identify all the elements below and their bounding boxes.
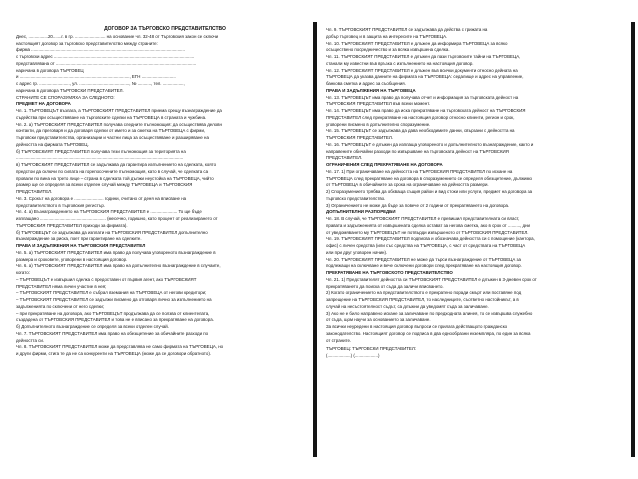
text-line: Чл. 17. 1) При ограничаване на дейността на ТЪРГОВСКИЯ ПРЕДСТАВИТЕЛ по искане на bbox=[326, 168, 513, 174]
page-edge-shadow bbox=[313, 22, 317, 457]
text-line: от уведомяването му ТЪРГОВЕЦЪТ не потвърди извършеното от ТЪРГОВСКИЯ ПРЕДСТАВИТЕЛ. bbox=[326, 229, 529, 235]
text-line: За всички неуредени в настоящия договор въпроси се прилага действащото гражданско bbox=[326, 324, 508, 329]
text-line: прекратяването да поиска от съда да заличи вписването. bbox=[326, 283, 444, 289]
text-line: уговорени писмено в допълнително споразумение. bbox=[326, 121, 431, 127]
signature-labels: ТЪРГОВЕЦ: ТЪРГОВСКИ ПРЕДСТАВИТЕЛ: bbox=[326, 346, 416, 352]
text-line: Чл. 16. ТЪРГОВЕЦЪТ е длъжен да изплаща уговореното и допълнителното възнаграждение, както и bbox=[326, 141, 534, 147]
text-line: 2) Споразумението трябва да обхваща същия район и вид стоки или услуги, предмет на договора за bbox=[326, 189, 533, 194]
text-line: или при друг уговорен начин). bbox=[326, 249, 388, 255]
signature-blanks: (...................) (...................) bbox=[326, 353, 380, 358]
text-line: направените обичайни разходи по извършване на търговската дейност на ТЪРГОВСКИЯ bbox=[326, 148, 509, 154]
text-line: б) ТЪРГОВСКИЯТ ПРЕДСТАВИТЕЛ получава тези пълномощия за територията на bbox=[16, 148, 186, 154]
text-line: – ТЪРГОВСКИЯТ ПРЕДСТАВИТЕЛ се задължи писмено да отговаря лично за изпълнението на bbox=[16, 297, 212, 302]
text-line: Чл. 12. ТЪРГОВСКИЯТ ПРЕДСТАВИТЕЛ е длъжен във всички документи относно дейната на bbox=[326, 67, 518, 73]
text-line: Чл. 18. В случай, че ТЪРГОВСКИЯТ ПРЕДСТАВИТЕЛ е превишил представителната си власт, bbox=[326, 216, 520, 221]
text-line: Чл. 2. а) ТЪРГОВСКИЯТ ПРЕДСТАВИТЕЛ получава следните пълномощия: да осъществява деловн bbox=[16, 121, 222, 127]
section-heading: ОГРАНИЧЕНИЯ СЛЕД ПРЕКРАТЯВАНЕ НА ДОГОВОРА bbox=[326, 162, 443, 167]
text-line: Чл. 19. ТЪРГОВСКИЯТ ПРЕДСТАВИТЕЛ подписва и обозначава дейността си с помощение (кантора, bbox=[326, 236, 535, 242]
text-line: ТЪРГОВСКИЯ ПРЕДСТАВИТЕЛ във всеки момент. bbox=[326, 101, 431, 107]
text-line: Чл. 11. ТЪРГОВСКИЯТ ПРЕДСТАВИТЕЛ е длъжен да пази търговските тайни на ТЪРГОВЕЦА, bbox=[326, 54, 521, 59]
text-line: Днес, ................20.......г. в гр. ......................... на основание чл. 32-48 от Търговския закон се сключи bbox=[16, 33, 219, 39]
text-line: – при прекратяване на договора, ако ТЪРГОВЕЦЪТ продължава да се ползва от клиентелата, bbox=[16, 310, 210, 316]
text-line: ТЪРГОВЕЦА да указва данните на фирмата на ТЪРГОВЕЦА: седалище и адрес на управление, bbox=[326, 74, 524, 80]
text-line: ПРЕДСТАВИТЕЛ. bbox=[16, 189, 53, 194]
text-line: ПРЕДСТАВИТЕЛ след прекратяване на настоящия договор относно клиенти, регион и срок, bbox=[326, 114, 515, 120]
text-line: ПРЕДСТАВИТЕЛ няма личен участие в нея; bbox=[16, 283, 107, 289]
text-line: Чл. 3. Срокът на договора е ........................ години, считано от деня на вписване на bbox=[16, 195, 187, 201]
text-line: Чл. 20. ТЪРГОВСКИЯТ ПРЕДСТАВИТЕЛ не може да търси възнаграждение от ТЪРГОВЕЦА за bbox=[326, 256, 521, 262]
text-line: провали по вина на трето лице – страна в сделката той дължи неустойка на ТЪРГОВЕЦА, чийто bbox=[16, 175, 214, 181]
text-line: изплащано ...................................................... (месечно, годишно, като процент от реализирането от bbox=[16, 216, 218, 221]
text-line: 3) Ако не е било направено искане за заличаване по предходната алинея, то се извършва служебно bbox=[326, 310, 533, 316]
text-line: банкова сметка и адрес за съобщения. bbox=[326, 81, 406, 86]
text-line: наричана в договора ТЪРГОВСКИ ПРЕДСТАВИТЕЛ. bbox=[16, 87, 124, 93]
text-line: от страните. bbox=[326, 337, 352, 343]
text-line: Чл. 21. 1) Представителят дейността си ТЪРГОВСКИЯТ ПРЕДСТАВИТЕЛ е длъжен в 3-дневен срок от bbox=[326, 276, 537, 282]
text-line: търговско представителство. bbox=[326, 195, 386, 201]
text-line: и други фирми, стига те да не са конкуренти на ТЪРГОВЕЦА (може да се договори обратното). bbox=[16, 351, 211, 356]
text-line: дейността на фирмата ТЪРГОВЕЦ. bbox=[16, 141, 89, 147]
text-line: Чл. 7. ТЪРГОВСКИЯТ ПРЕДСТАВИТЕЛ има право на обезщетение за обичайните разходи по bbox=[16, 330, 209, 336]
text-line: Чл. 15. ТЪРГОВЕЦЪТ се задължава да дава необходимите данни, свързани с дейността на bbox=[326, 128, 515, 134]
text-line: ТЪРГОВЕЦА след прекратяване на договора в споразумението се определя обезщетение, дължимо bbox=[326, 175, 532, 181]
text-line: размер ще се определя за всеки отделен случай между ТЪРГОВЕЦА и ТЪРГОВСКИЯ bbox=[16, 182, 193, 188]
section-heading: ПРАВА И ЗАДЪЛЖЕНИЯ НА ТЪРГОВСКИЯ ПРЕДСТАВИТЕЛ bbox=[16, 243, 146, 248]
text-line: ТЪРГОВСКИЯ ПРЕДСТАВИТЕЛ. bbox=[326, 135, 393, 140]
text-line: офис) с личен средства (или със средства на ТЪРГОВЕЦА, с част от средствата на ТЪРГОВЕЦА bbox=[326, 243, 526, 248]
text-line: ТЪРГОВСКИЯ ПРЕДСТАВИТЕЛ приходи за фирмата). bbox=[16, 222, 128, 228]
text-line: представителството в търговския регистър. bbox=[16, 202, 106, 208]
text-line: ......................................................................................................................................... bbox=[16, 155, 184, 161]
text-line: добър търговец и в защита на интересите на ТЪРГОВЕЦА. bbox=[326, 33, 448, 39]
text-line: създадена от ТЪРГОВСКИЯ ПРЕДСТАВИТЕЛ и това не е вписано за прекратяване на договора. bbox=[16, 317, 214, 323]
text-line: случай на несъстоятелност съдът, са длъжни да уведомят съда за заличаване. bbox=[326, 303, 489, 309]
text-line: възнаграждение за рискa, поет при гарантиране на сделките. bbox=[16, 236, 142, 242]
text-line: съдейства при осъществяване на търговските сделки на ТЪРГОВЕЦА в страната и чужбина. bbox=[16, 114, 207, 120]
section-heading: ПРЕДМЕТ НА ДОГОВОРА bbox=[16, 101, 71, 107]
text-line: Чл. 5. а) ТЪРГОВСКИЯТ ПРЕДСТАВИТЕЛ има право да получава уговореното възнаграждение в bbox=[16, 249, 216, 255]
text-line: – ТЪРГОВСКИЯТ ПРЕДСТАВИТЕЛ е събрал вземания на ТЪРГОВЕЦА от негови кредитори; bbox=[16, 290, 207, 296]
text-line: 2) Когато ограничението на представителството е прекратено поради смърт или поставяне под bbox=[326, 290, 522, 296]
text-line: запрещение на ТЪРГОВСКИЯ ПРЕДСТАВИТЕЛ, то наследниците, съответно настойникът, а в bbox=[326, 297, 519, 302]
text-line: в) ТЪРГОВСКИЯТ ПРЕДСТАВИТЕЛ се задължава да гарантира изпълнението на сделката, която bbox=[16, 162, 217, 167]
section-heading: ПРАВА И ЗАДЪЛЖЕНИЯ НА ТЪРГОВЕЦА bbox=[326, 87, 416, 93]
text-line: ПРЕДСТАВИТЕЛ. bbox=[326, 155, 363, 161]
text-line: Чл. 14. ТЪРГОВЕЦЪТ има право да иска прекратяване на търговската дейност на ТЪРГОВСКИЯ bbox=[326, 108, 526, 113]
text-line: законодателство. Настоящият договор се подписа в два еднообразни екземпляра, по един за всяка bbox=[326, 330, 531, 336]
text-line: предстои да сключи по силата на горепосочените пълномощия, като в случай, че сделката са bbox=[16, 168, 209, 174]
text-line: осъществено посредничество и за всяка извършена сделка. bbox=[326, 47, 450, 53]
text-line: размера и сроковете, уговорени в настоящия договор. bbox=[16, 256, 128, 262]
text-line: и .........................................................................................., ЕГН ............................ bbox=[16, 74, 176, 80]
text-line: СТРАНИТЕ СЕ СПОРАЗУМЯХА ЗА СЛЕДНОТО: bbox=[16, 94, 115, 100]
text-line: дейността си. bbox=[16, 337, 45, 343]
text-line: задълженията по сключени от него сделки; bbox=[16, 303, 105, 309]
text-line: Чл. 6. а) ТЪРГОВСКИЯТ ПРЕДСТАВИТЕЛ има право на допълнително възнаграждение в случаите, bbox=[16, 263, 221, 269]
document-title: ДОГОВОР ЗА ТЪРГОВСКО ПРЕДСТАВИТЕЛСТВО bbox=[104, 26, 226, 32]
text-line: фирма .............................................................................................................................. bbox=[16, 47, 185, 53]
text-line: Чл. 10. ТЪРГОВСКИЯТ ПРЕДСТАВИТЕЛ е длъжен да информира ТЪРГОВЕЦА за всяко bbox=[326, 40, 508, 46]
text-line: 3) Ограничението не може да бъде за повече от 2 години от прекратяването на договора. bbox=[326, 202, 510, 208]
text-line: търговски представителства, организации и частни лица за осъществяване и разширяване на bbox=[16, 135, 209, 140]
text-line: когато: bbox=[16, 270, 30, 275]
text-line: представлявана от ................................................................................................................... bbox=[16, 60, 197, 66]
section-heading: ДОПЪЛНИТЕЛНИ РАЗПОРЕДБИ bbox=[326, 209, 396, 215]
text-line: настоящият договор за търговско представителство между страните: bbox=[16, 40, 158, 46]
text-line: правата и задълженията от извършената сделка остават за негова сметка, ако в срок от .........., дни bbox=[326, 222, 530, 228]
text-line: Чл. 9. ТЪРГОВСКИЯТ ПРЕДСТАВИТЕЛ се задължава да действа с грижата на bbox=[326, 27, 488, 32]
text-line: б) ТЪРГОВЕЦЪТ се задължава да изплати на ТЪРГОВСКИЯ ПРЕДСТАВИТЕЛ допълнително bbox=[16, 229, 208, 235]
page-edge-shadow bbox=[631, 22, 635, 457]
text-line: Чл. 4. а) Възнаграждението на ТЪРГОВСКИЯ ПРЕДСТАВИТЕЛ е ...................... То ще бъде bbox=[16, 209, 202, 215]
text-line: с адрес гр. ........................., ул. ........................................., № ..........., тел. ................., bbox=[16, 81, 185, 86]
text-line: Чл. 13. ТЪРГОВЕЦЪТ има право да получава отчет и информация за търговската дейност на bbox=[326, 94, 519, 100]
text-line: Чл. 8. ТЪРГОВСКИЯТ ПРЕДСТАВИТЕЛ може да представлява не само фирмата на ТЪРГОВЕЦА, но bbox=[16, 344, 224, 350]
text-line: наричана в договора ТЪРГОВЕЦ bbox=[16, 67, 84, 73]
text-line: Чл. 1. ТЪРГОВЕЦЪТ възлага, а ТЪРГОВСКИЯТ ПРЕДСТАВИТЕЛ приема срещу възнаграждение да bbox=[16, 108, 222, 113]
document-page-left bbox=[12, 22, 318, 457]
section-heading: ПРЕКРАТЯВАНЕ НА ТЪРГОВСКОТО ПРЕДСТАВИТЕЛСТВО bbox=[326, 270, 453, 275]
right-page-text bbox=[326, 27, 622, 344]
text-line: с търговски адрес ................................................................................................................... bbox=[16, 54, 195, 59]
text-line: подлежащи на сключване и вече сключени договори след прекратяване на настоящия договор. bbox=[326, 263, 522, 269]
left-page-text bbox=[16, 34, 314, 358]
text-line: от съда, щом научи за основанието за заличаване. bbox=[326, 317, 431, 323]
text-line: б) Допълнителното възнаграждение се определя за всеки отделен случай. bbox=[16, 324, 169, 329]
text-line: от ТЪРГОВЕЦА в обичайните за срока на ограничаване на дейността размери. bbox=[326, 182, 489, 188]
text-line: контакти, да преговаря и да договаря сделки от името и за сметка на ТЪРГОВЕЦА с фирми, bbox=[16, 128, 206, 134]
document-page-right bbox=[322, 22, 628, 457]
text-line: – ТЪРГОВЕЦЪТ е извършил сделка с предоставен от първия агент, ако ТЪРГОВСКИЯТ bbox=[16, 276, 197, 282]
text-line: станали му известни във връзка с изпълнението на настоящия договор. bbox=[326, 60, 474, 66]
